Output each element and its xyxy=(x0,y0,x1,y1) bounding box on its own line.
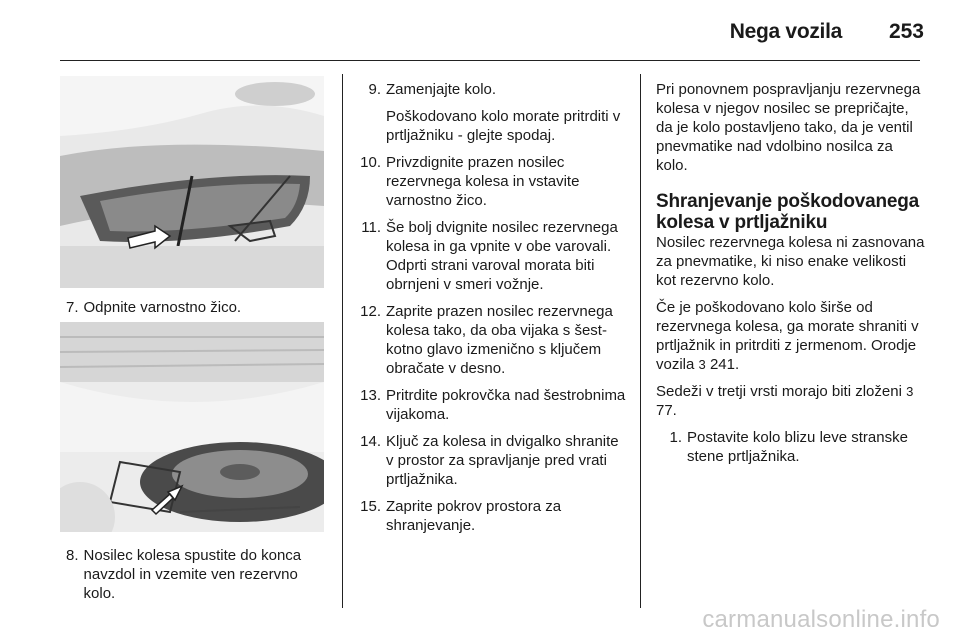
step-number: 9. xyxy=(368,81,381,98)
page-reference-link[interactable]: 77. xyxy=(656,402,677,419)
step-item xyxy=(356,107,628,145)
column-divider-left xyxy=(342,74,343,608)
step-number: 7. xyxy=(66,299,79,316)
step-number: 1. xyxy=(669,429,682,446)
step-item xyxy=(666,428,926,466)
page-title: Nega vozila xyxy=(729,20,842,43)
step-text: Zaprite pokrov prostora za shranjevanje. xyxy=(386,498,562,534)
photo-lower-carrier xyxy=(60,322,324,532)
step-number: 15. xyxy=(360,498,381,515)
reference-arrow-icon: 3 xyxy=(906,384,914,399)
step-number: 8. xyxy=(66,547,79,564)
paragraph-wider-wheel: Če je poškodovano kolo širše od rezervnega kolesa, ga morate shraniti v prtljažnik in pritrditi z jermenom. Orodje vozila 3 241. xyxy=(656,299,919,373)
step-item xyxy=(356,153,628,210)
step-text: Postavite kolo blizu leve stranske stene prtljažnika. xyxy=(687,429,908,465)
column-divider-right xyxy=(640,74,641,608)
right-column xyxy=(656,80,926,474)
step-item xyxy=(356,386,628,424)
section-title: Shranjevanje poškodovanega kolesa v prtljažniku xyxy=(656,191,919,233)
step-8-caption xyxy=(66,546,328,611)
intro-paragraph: Pri ponovnem pospravljanju rezervnega kolesa v njegov nosilec se prepričajte, da je kolo postavljeno tako, da je ventil pnevmatike nad vdolbino nosilca za kolo. xyxy=(656,81,921,174)
step-item xyxy=(356,80,628,99)
step-text: Odpnite varnostno žico. xyxy=(83,299,242,316)
step-number: 13. xyxy=(360,387,381,404)
step-text: Nosilec kolesa spustite do konca navzdol in vzemite ven rezervno kolo. xyxy=(83,547,302,602)
paragraph-tyre-size: Nosilec rezervnega kolesa ni zasnovana za pnevmatike, ki niso enake velikosti kot rezervno kolo. xyxy=(656,234,925,289)
step-item xyxy=(356,302,628,378)
step-number: 10. xyxy=(360,154,381,171)
step-item xyxy=(356,497,628,535)
step-number: 11. xyxy=(361,219,381,236)
step-number xyxy=(356,107,386,145)
step-text: Privzdignite prazen nosilec rezervnega kolesa in vstavite varnostno žico. xyxy=(386,154,580,209)
step-text: Zaprite prazen nosilec rezervnega kolesa tako, da oba vijaka s šest-kotno glavo izmenično s ključem obračate v desno. xyxy=(386,303,613,377)
paragraph-third-row: Sedeži v tretji vrsti morajo biti zloženi 3 77. xyxy=(656,383,914,419)
step-7-caption xyxy=(66,298,328,325)
header-divider xyxy=(60,60,920,61)
step-number: 12. xyxy=(360,303,381,320)
step-text: Pritrdite pokrovčka nad šestrobnima vijakoma. xyxy=(386,387,626,423)
photo-safety-wire xyxy=(60,76,324,288)
step-text: Poškodovano kolo morate pritrditi v prtljažniku - glejte spodaj. xyxy=(386,108,621,144)
watermark: carmanualsonline.info xyxy=(702,606,940,633)
reference-arrow-icon: 3 xyxy=(698,357,706,372)
step-item xyxy=(356,432,628,489)
middle-column-steps xyxy=(356,80,628,543)
step-number: 14. xyxy=(360,433,381,450)
page-number: 253 xyxy=(888,20,924,43)
page-reference-link[interactable]: 241. xyxy=(709,356,740,373)
step-text: Ključ za kolesa in dvigalko shranite v prostor za spravljanje pred vrati prtljažnika. xyxy=(386,433,619,488)
step-item xyxy=(356,218,628,294)
step-text: Zamenjajte kolo. xyxy=(386,81,497,98)
step-text: Še bolj dvignite nosilec rezervnega kolesa in ga vpnite v obe varovali. Odprti strani varoval morata biti obrnjeni v smeri vožnje. xyxy=(386,219,618,293)
